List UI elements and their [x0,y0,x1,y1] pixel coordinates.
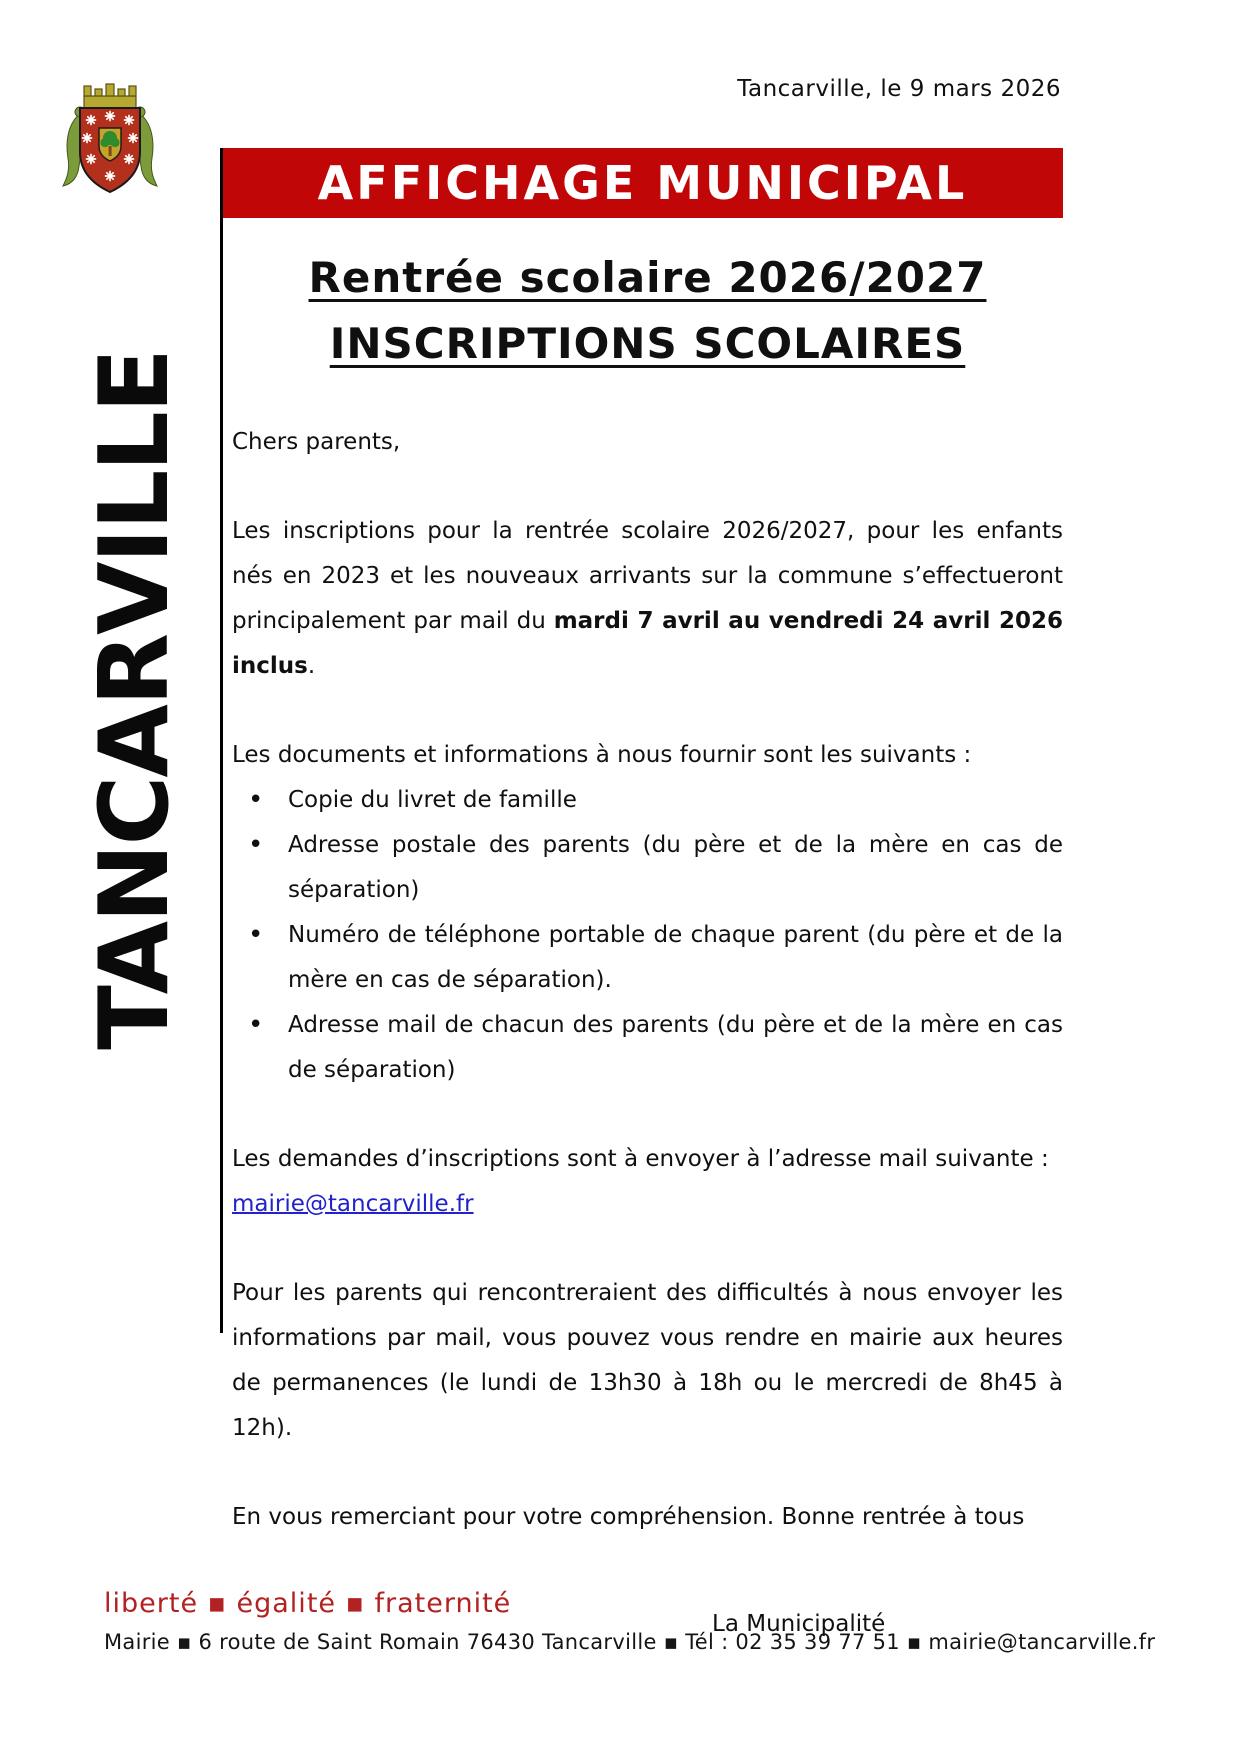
date-line: Tancarville, le 9 mars 2026 [737,76,1061,102]
documents-intro: Les documents et informations à nous fournir sont les suivants : [232,742,972,768]
intro-period: . [307,653,316,679]
left-border-line [220,148,223,1333]
permanences-paragraph: Pour les parents qui rencontreraient des difficultés à nous envoyer les informations par mail, vous pouvez vous rendre en mairie aux heures de permanences (le lundi de 13h30 à 18h ou le mercredi de 8h45 à 12h). [232,1280,1063,1441]
email-link[interactable]: mairie@tancarville.fr [232,1191,474,1217]
intro-paragraph [232,509,1063,689]
list-item: • Adresse postale des parents (du père et de la mère en cas de séparation) [232,823,1063,913]
signature: La Municipalité [712,1611,886,1637]
list-item: • Adresse mail de chacun des parents (du père et de la mère en cas de séparation) [232,1003,1063,1093]
vertical-town-name: TANCARVILLE [80,350,190,1050]
page-title: Rentrée scolaire 2026/2027 [308,253,987,302]
town-crest-icon [60,70,160,210]
closing-line: En vous remerciant pour votre compréhension. Bonne rentrée à tous [232,1504,1025,1530]
page-subtitle: INSCRIPTIONS SCOLAIRES [329,319,966,368]
banner-title: AFFICHAGE MUNICIPAL [317,156,968,210]
list-item: • Numéro de téléphone portable de chaque parent (du père et de la mère en cas de séparation). [232,913,1063,1003]
salutation: Chers parents, [232,429,401,455]
municipal-banner [222,148,1063,218]
documents-list [232,778,1063,1093]
mail-paragraph [232,1137,1063,1227]
letter-body [232,252,1063,1647]
intro-dates-bold: mardi 7 avril au vendredi 24 avril 2026 inclus [232,608,1063,679]
list-item: • Copie du livret de famille [232,778,1063,823]
mail-sentence: Les demandes d’inscriptions sont à envoyer à l’adresse mail suivante : [232,1146,1049,1172]
footer-address: Mairie ▪ 6 route de Saint Romain 76430 Tancarville ▪ Tél : 02 35 39 77 51 ▪ mairie@tancarville.fr [104,1630,1156,1654]
footer-motto: liberté ▪ égalité ▪ fraternité [104,1588,512,1619]
intro-text: Les inscriptions pour la rentrée scolaire 2026/2027, pour les enfants nés en 2023 et les nouveaux arrivants sur la commune s’effectueront principalement par mail du [232,518,1063,634]
